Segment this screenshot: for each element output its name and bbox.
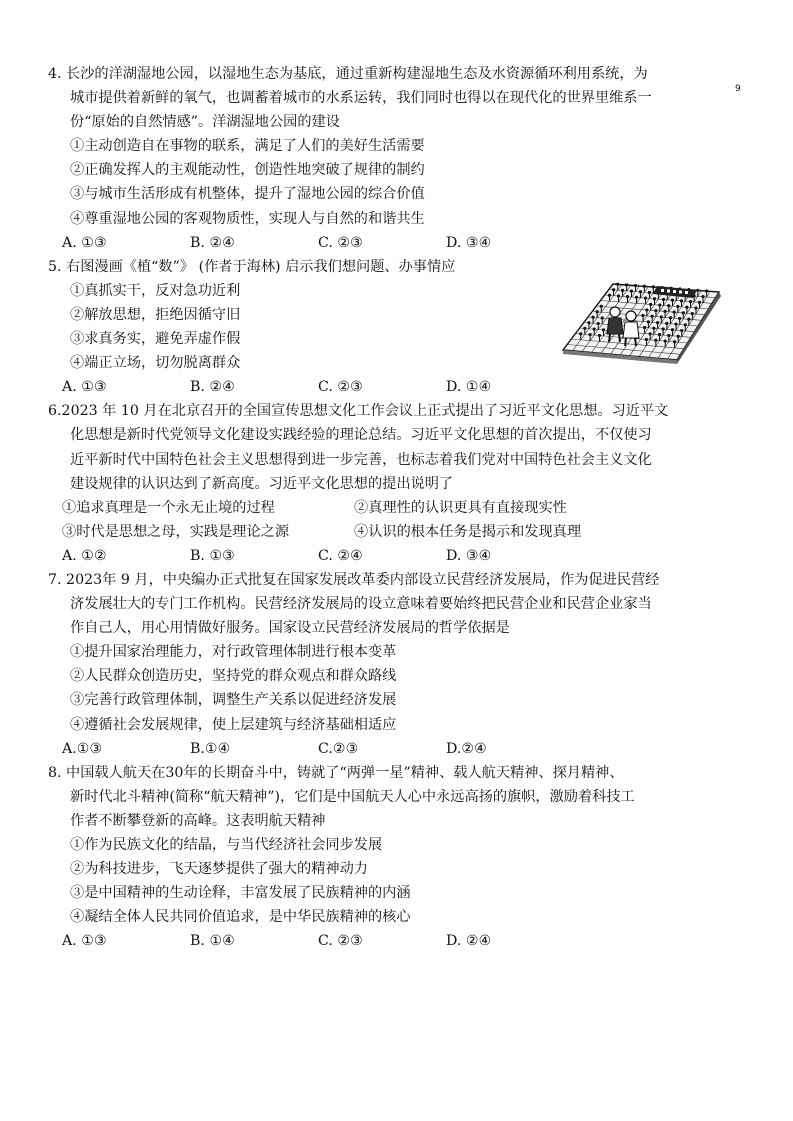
stem-line: 近平新时代中国特色社会主义思想得到进一步完善，也标志着我们党对中国特色社会主义文化 xyxy=(70,451,652,468)
statement-3: ③与城市生活形成有机整体，提升了湿地公园的综合价值 xyxy=(70,186,425,203)
question-list xyxy=(48,62,688,953)
question-4 xyxy=(48,62,688,255)
sprout-leaf xyxy=(664,310,666,312)
question-stem xyxy=(48,399,688,495)
answer-a[interactable]: A. ①③ xyxy=(62,379,107,396)
answer-b[interactable]: B. ②④ xyxy=(190,379,235,396)
cartoon-illustration xyxy=(557,272,723,364)
sprout-leaf xyxy=(589,334,591,336)
answer-c[interactable]: C. ②③ xyxy=(318,234,363,251)
sprout-leaf xyxy=(646,309,648,311)
sprout-leaf xyxy=(691,312,693,314)
sprout-leaf xyxy=(630,290,632,292)
stem-line: 建设规律的认识达到了新高度。习近平文化思想的提出说明了 xyxy=(70,475,454,492)
sprout-leaf xyxy=(662,298,664,300)
stem-line: 5. 右图漫画《植“数”》 (作者于海林) 启示我们想问题、办事情应 xyxy=(48,258,456,275)
answer-d[interactable]: D.②④ xyxy=(446,740,487,757)
sprout-leaf xyxy=(698,301,700,303)
statement-1: ①提升国家治理能力，对行政管理体制进行根本变革 xyxy=(70,644,397,661)
sprout-leaf xyxy=(679,317,681,319)
sprout-leaf xyxy=(584,327,586,329)
sprout-leaf xyxy=(681,329,683,331)
sprout-leaf xyxy=(580,333,582,335)
sprout-leaf xyxy=(626,284,628,286)
statement-4: ④端正立场，切勿脱离群众 xyxy=(70,355,241,372)
statement-4: ④尊重湿地公园的客观物质性，实现人与自然的和谐共生 xyxy=(70,210,425,227)
stem-line: 份“原始的自然情感”。洋湖湿地公园的建设 xyxy=(70,114,340,131)
answer-b[interactable]: B. ②④ xyxy=(190,234,235,251)
sprout-leaf xyxy=(647,321,649,323)
sprout-leaf xyxy=(664,340,666,342)
sprout-leaf xyxy=(639,291,641,293)
stem-line: 城市提供着新鲜的氧气，也调蓄着城市的水系运转，我们同时也得以在现代化的世界里维系一 xyxy=(70,90,652,107)
sprout-leaf xyxy=(669,317,671,319)
statement-1: ①主动创造自在事物的联系，满足了人们的美好生活需要 xyxy=(70,138,425,155)
statement-4: ④遵循社会发展规律，使上层建筑与经济基础相适应 xyxy=(70,716,397,733)
stem-line: 作自己人，用心用情做好服务。国家设立民营经济发展局的哲学依据是 xyxy=(70,620,510,637)
question-7 xyxy=(48,568,688,761)
question-stem xyxy=(48,761,688,833)
answer-d[interactable]: D. ③④ xyxy=(446,547,492,564)
sprout-leaf xyxy=(593,328,595,330)
answer-c[interactable]: C.②③ xyxy=(318,740,359,757)
sprout-leaf xyxy=(644,297,646,299)
sprout-leaf xyxy=(686,306,688,308)
answer-d[interactable]: D. ③④ xyxy=(446,234,492,251)
statement-3: ③时代是思想之母，实践是理论之源 xyxy=(62,523,290,540)
sprout-leaf xyxy=(596,311,598,313)
sprout-leaf xyxy=(626,296,628,298)
statement-2: ②解放思想，拒绝因循守旧 xyxy=(70,306,241,323)
answer-c[interactable]: C. ②③ xyxy=(318,933,363,950)
sprout-leaf xyxy=(666,322,668,324)
sprout-leaf xyxy=(613,289,615,291)
answer-a[interactable]: A. ①③ xyxy=(62,234,107,251)
sprout-leaf xyxy=(652,286,654,288)
answer-d[interactable]: D. ①④ xyxy=(446,379,492,396)
sprout-leaf xyxy=(671,299,673,301)
sprout-leaf xyxy=(621,289,623,291)
sprout-leaf xyxy=(592,316,594,318)
sprout-leaf xyxy=(645,338,647,340)
statement-4: ④认识的根本任务是揭示和发现真理 xyxy=(354,523,582,540)
answer-choices xyxy=(48,737,688,761)
statement-row xyxy=(48,520,688,544)
sprout-leaf xyxy=(653,298,655,300)
sprout-leaf xyxy=(634,284,636,286)
stem-line: 作者不断攀登新的高峰。这表明航天精神 xyxy=(70,812,326,829)
sprout-leaf xyxy=(674,341,676,343)
sprout-leaf xyxy=(680,300,682,302)
sprout-leaf xyxy=(684,324,686,326)
sprout-leaf xyxy=(660,316,662,318)
statement-2: ②正确发挥人的主观能动性，创造性地突破了规律的制约 xyxy=(70,162,425,179)
sprout-leaf xyxy=(617,283,619,285)
sprout-leaf xyxy=(588,322,590,324)
sprout-leaf xyxy=(695,307,697,309)
sprout-leaf xyxy=(653,327,655,329)
stem-line: 新时代北斗精神(简称“航天精神”)，它们是中国航天人心中永远高扬的旗帜，激励着科技工 xyxy=(70,788,635,805)
sprout-leaf xyxy=(598,334,600,336)
stem-line: 化思想是新时代党领导文化建设实践经验的理论总结。习近平文化思想的首次提出，不仅使习 xyxy=(70,427,652,444)
statement-1: ①真抓实干，反对急功近利 xyxy=(70,282,241,299)
sprout-leaf xyxy=(655,339,657,341)
sprout-leaf xyxy=(659,304,661,306)
sprout-leaf xyxy=(601,317,603,319)
sprout-leaf xyxy=(655,310,657,312)
sprout-leaf xyxy=(602,329,604,331)
statement-2: ②为科技进步，飞天逐梦提供了强大的精神动力 xyxy=(70,861,368,878)
stem-line: 4. 长沙的洋湖湿地公园，以湿地生态为基底，通过重新构建湿地生态及水资源循环利用系统，为 xyxy=(48,66,648,82)
stem-line: 7. 2023年 9 月，中央编办正式批复在国家发展改革委内部设立民营经济发展局，作为促进民营经 xyxy=(48,571,660,588)
sprout-leaf xyxy=(617,295,619,297)
answer-choices xyxy=(48,231,688,255)
page-number: 9 xyxy=(735,84,741,94)
sprout-leaf xyxy=(597,322,599,324)
stem-line: 济发展壮大的专门工作机构。民营经济发展局的设立意味着要始终把民营企业和民营企业家当 xyxy=(70,596,652,613)
sprout-leaf xyxy=(668,334,670,336)
sprout-leaf xyxy=(706,290,708,292)
sprout-leaf xyxy=(675,323,677,325)
sprout-leaf xyxy=(658,334,660,336)
statement-1: ①追求真理是一个永无止境的过程 xyxy=(62,499,275,516)
answer-choices xyxy=(48,375,688,399)
sprout-leaf xyxy=(600,305,602,307)
sprout-leaf xyxy=(644,326,646,328)
sprout-leaf xyxy=(668,305,670,307)
stem-line: 8. 中国载人航天在30年的长期奋斗中，铸就了“两弹一星”精神、载人航天精神、探月精神、 xyxy=(48,764,624,781)
question-8 xyxy=(48,761,688,954)
sprout-leaf xyxy=(643,285,645,287)
sprout-leaf xyxy=(702,296,704,298)
answer-choices xyxy=(48,929,688,953)
sprout-leaf xyxy=(677,305,679,307)
answer-b[interactable]: B. ①③ xyxy=(190,547,235,564)
answer-b[interactable]: B. ①④ xyxy=(190,933,235,950)
sprout-leaf xyxy=(648,291,650,293)
sprout-leaf xyxy=(689,300,691,302)
statement-row xyxy=(48,496,688,520)
statement-3: ③完善行政管理体制，调整生产关系以促进经济发展 xyxy=(70,692,397,709)
sprout-leaf xyxy=(649,333,651,335)
sprout-leaf xyxy=(688,318,690,320)
question-6 xyxy=(48,399,688,568)
statement-2: ②真理性的认识更具有直接现实性 xyxy=(354,499,567,516)
answer-a[interactable]: A.①③ xyxy=(62,740,103,757)
sprout-leaf xyxy=(677,335,679,337)
sprout-leaf xyxy=(608,294,610,296)
answer-b[interactable]: B.①④ xyxy=(190,740,231,757)
sprout-leaf xyxy=(671,329,673,331)
statement-1: ①作为民族文化的结晶，与当代经济社会同步发展 xyxy=(70,837,383,853)
stem-line: 6.2023 年 10 月在北京召开的全国宣传思想文化工作会议上正式提出了习近平文化思想。习近平文 xyxy=(48,403,669,420)
sprout-leaf xyxy=(657,322,659,324)
sprout-leaf xyxy=(682,312,684,314)
statement-2: ②人民群众创造历史，坚持党的群众观点和群众路线 xyxy=(70,668,397,685)
sprout-leaf xyxy=(651,315,653,317)
sprout-leaf xyxy=(642,314,644,316)
sprout-leaf xyxy=(673,311,675,313)
answer-a[interactable]: A. ①② xyxy=(62,547,107,564)
sprout-leaf xyxy=(697,289,699,291)
sprout-leaf xyxy=(662,328,664,330)
answer-choices xyxy=(48,544,688,568)
answer-d[interactable]: D. ②④ xyxy=(446,933,492,950)
statement-3: ③是中国精神的生动诠释，丰富发展了民族精神的内涵 xyxy=(70,885,411,902)
statement-4: ④凝结全体人民共同价值追求，是中华民族精神的核心 xyxy=(70,909,411,926)
question-stem xyxy=(48,62,688,134)
question-stem xyxy=(48,568,688,640)
answer-a[interactable]: A. ①③ xyxy=(62,933,107,950)
sprout-leaf xyxy=(635,296,637,298)
sprout-leaf xyxy=(650,303,652,305)
answer-c[interactable]: C. ②④ xyxy=(318,547,363,564)
statement-3: ③求真务实，避免弄虚作假 xyxy=(70,331,241,348)
answer-c[interactable]: C. ②③ xyxy=(318,379,363,396)
